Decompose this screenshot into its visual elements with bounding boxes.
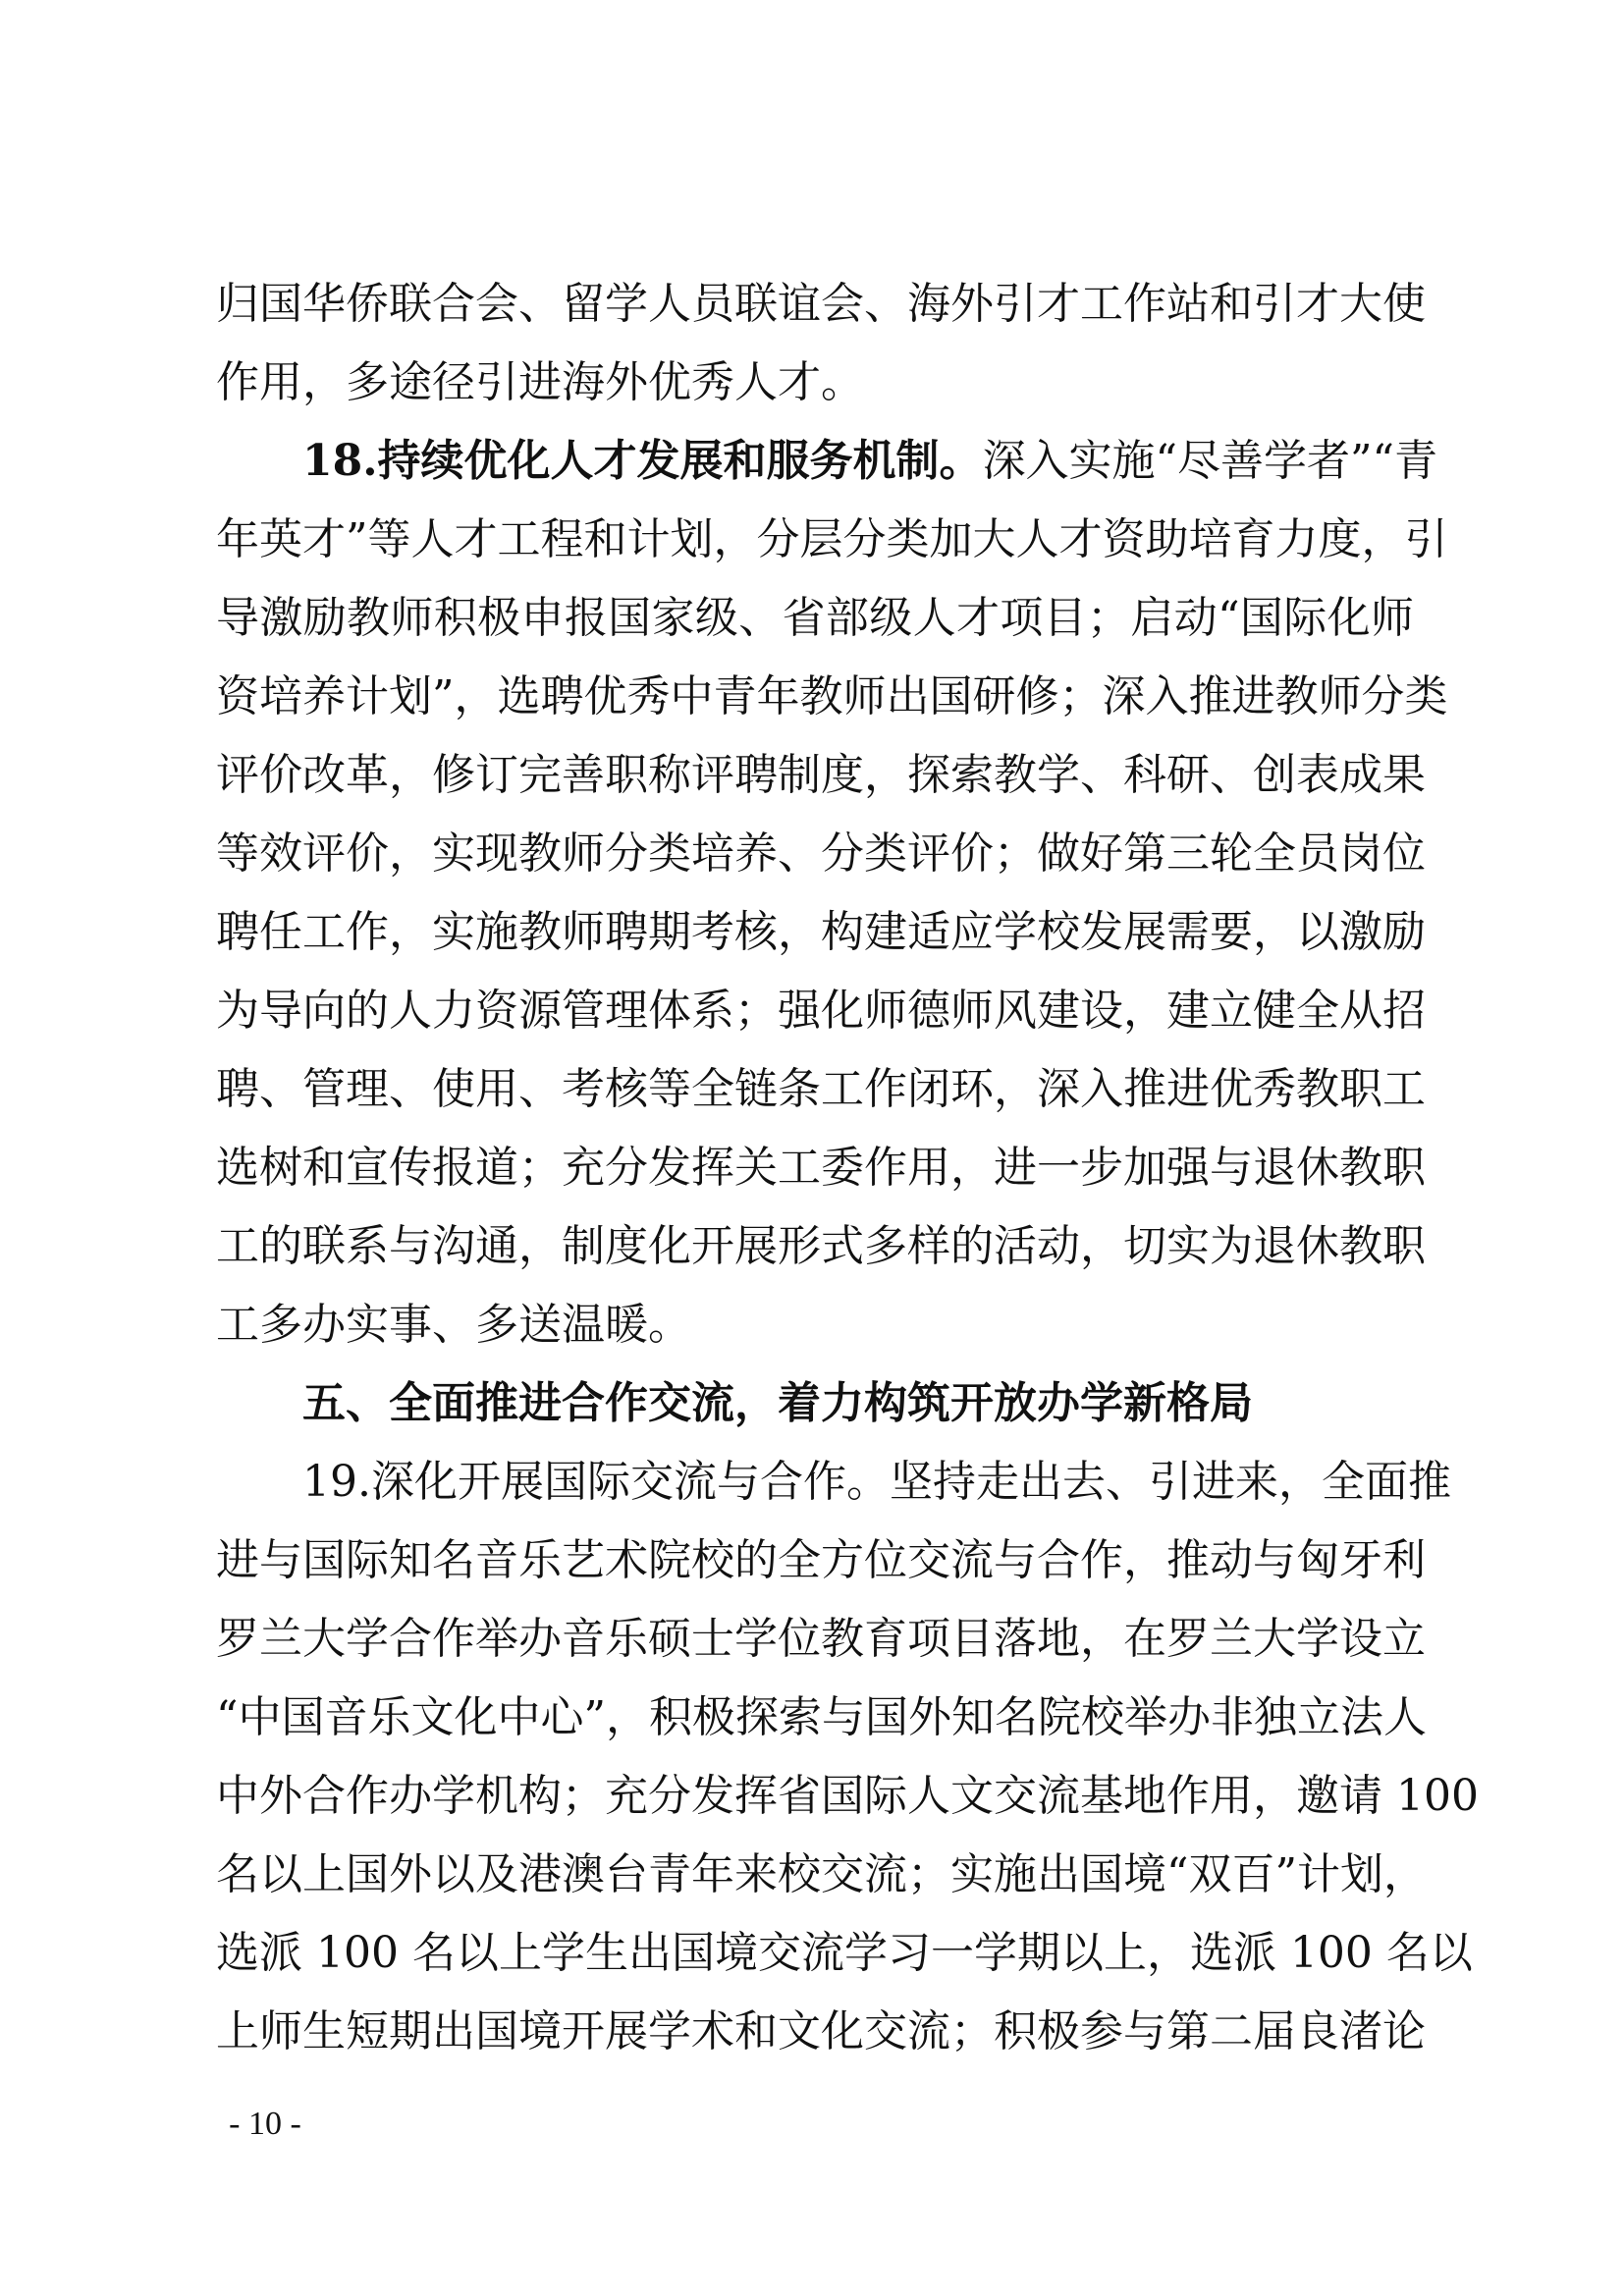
paragraph-line: 作用，多途径引进海外优秀人才。 — [216, 357, 864, 407]
paragraph-line: “中国音乐文化中心”，积极探索与国外知名院校举办非独立法人 — [216, 1692, 1427, 1742]
paragraph-line: 进与国际知名音乐艺术院校的全方位交流与合作，推动与匈牙利 — [216, 1535, 1426, 1585]
page-number: - 10 - — [229, 2106, 301, 2142]
paragraph-line: 为导向的人力资源管理体系；强化师德师风建设，建立健全从招 — [216, 986, 1426, 1036]
paragraph-line: 名以上国外以及港澳台青年来校交流；实施出国境“双百”计划， — [216, 1849, 1427, 1899]
paragraph-line: 资培养计划”，选聘优秀中青年教师出国研修；深入推进教师分类 — [216, 671, 1448, 721]
paragraph-line: 年英才”等人才工程和计划，分层分类加大人才资助培育力度，引 — [216, 514, 1448, 564]
item-19-text: 坚持走出去、引进来，全面推 — [889, 1457, 1451, 1507]
paragraph-line: 聘、管理、使用、考核等全链条工作闭环，深入推进优秀教职工 — [216, 1064, 1426, 1114]
paragraph-line: 聘任工作，实施教师聘期考核，构建适应学校发展需要，以激励 — [216, 907, 1426, 957]
paragraph-line: 评价改革，修订完善职称评聘制度，探索教学、科研、创表成果 — [216, 750, 1426, 800]
paragraph-line: 导激励教师积极申报国家级、省部级人才项目；启动“国际化师 — [216, 593, 1414, 643]
document-body — [216, 265, 1479, 2071]
item-18-heading: 18.持续优化人才发展和服务机制。 — [302, 436, 983, 486]
paragraph-line: 工多办实事、多送温暖。 — [216, 1300, 691, 1350]
paragraph-line: 上师生短期出国境开展学术和文化交流；积极参与第二届良渚论 — [216, 2006, 1426, 2056]
item-19-first-line — [216, 1443, 1451, 1522]
item-18-text: 深入实施“尽善学者”“青 — [982, 436, 1438, 486]
item-18-first-line — [216, 422, 1438, 501]
paragraph-line: 等效评价，实现教师分类培养、分类评价；做好第三轮全员岗位 — [216, 828, 1426, 879]
section-heading: 五、全面推进合作交流，着力构筑开放办学新格局 — [302, 1378, 1253, 1428]
paragraph-line: 中外合作办学机构；充分发挥省国际人文交流基地作用，邀请 100 — [216, 1771, 1479, 1821]
item-19-heading: 19.深化开展国际交流与合作。 — [302, 1457, 890, 1507]
paragraph-line: 工的联系与沟通，制度化开展形式多样的活动，切实为退休教职 — [216, 1221, 1426, 1271]
paragraph-line: 选派 100 名以上学生出国境交流学习一学期以上，选派 100 名以 — [216, 1928, 1473, 1978]
paragraph-line: 选树和宣传报道；充分发挥关工委作用，进一步加强与退休教职 — [216, 1143, 1426, 1193]
paragraph-line: 归国华侨联合会、留学人员联谊会、海外引才工作站和引才大使 — [216, 279, 1426, 329]
paragraph-line: 罗兰大学合作举办音乐硕士学位教育项目落地，在罗兰大学设立 — [216, 1614, 1426, 1664]
